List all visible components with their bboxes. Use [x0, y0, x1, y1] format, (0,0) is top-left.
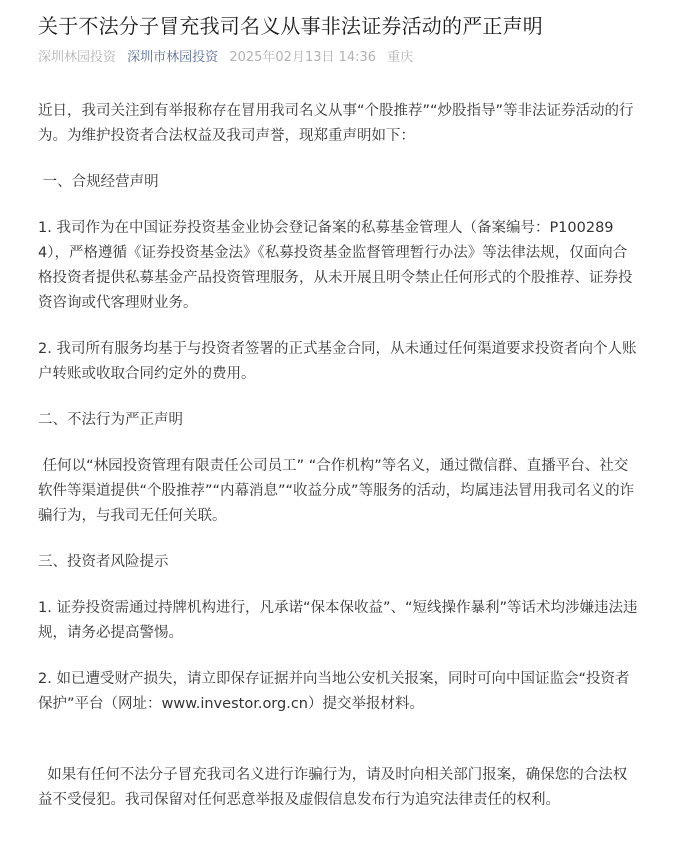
- compliance-item-1: 1. 我司作为在中国证券投资基金业协会登记备案的私募基金管理人（备案编号：P1002894），严格遵循《证券投资基金法》《私募投资基金监督管理暂行办法》等法律法规，仅面向合格投资者提供私募基金产品投资管理服务，从未开展且明令禁止任何形式的个股推荐、证券投资咨询或代客理财业务。: [38, 220, 633, 311]
- section-heading-compliance: 一、合规经营声明: [38, 174, 159, 190]
- section-heading-illegal-conduct: 二、不法行为严正声明: [38, 412, 183, 428]
- section-heading-risk-warning: 三、投资者风险提示: [38, 554, 169, 570]
- intro-paragraph: 近日，我司关注到有举报称存在冒用我司名义从事“个股推荐”“炒股指导”等非法证券活动的行为。为维护投资者合法权益及我司声誉，现郑重声明如下：: [38, 103, 634, 144]
- compliance-item-2: 2. 我司所有服务均基于与投资者签署的正式基金合同，从未通过任何渠道要求投资者向个人账户转账或收取合同约定外的费用。: [38, 341, 637, 382]
- account-name-link[interactable]: 深圳市林园投资: [127, 50, 219, 65]
- risk-warning-item-1: 1. 证券投资需通过持牌机构进行，凡承诺“保本保收益”、“短线操作暴利”等话术均涉嫌违法违规，请务必提高警惕。: [38, 600, 638, 641]
- closing-paragraph: 如果有任何不法分子冒充我司名义进行诈骗行为，请及时向相关部门报案，确保您的合法权益不受侵犯。我司保留对任何恶意举报及虚假信息发布行为追究法律责任的权利。: [38, 767, 628, 808]
- article-meta: [38, 47, 638, 69]
- illegal-conduct-paragraph: 任何以“林园投资管理有限责任公司员工” “合作机构”等名义，通过微信群、直播平台、社交软件等渠道提供“个股推荐”“内幕消息”“收益分成”等服务的活动，均属违法冒用我司名义的诈骗行为，与我司无任何关联。: [38, 458, 635, 524]
- article-author: 深圳林园投资: [38, 50, 117, 65]
- publish-location: 重庆: [387, 50, 414, 65]
- risk-warning-item-2: 2. 如已遭受财产损失，请立即保存证据并向当地公安机关报案，同时可向中国证监会“投资者保护”平台（网址：www.investor.org.cn）提交举报材料。: [38, 671, 630, 712]
- article-content: [38, 99, 638, 813]
- article-title: 关于不法分子冒充我司名义从事非法证券活动的严正声明: [38, 14, 543, 38]
- publish-datetime: 2025年02月13日 14:36: [229, 50, 377, 65]
